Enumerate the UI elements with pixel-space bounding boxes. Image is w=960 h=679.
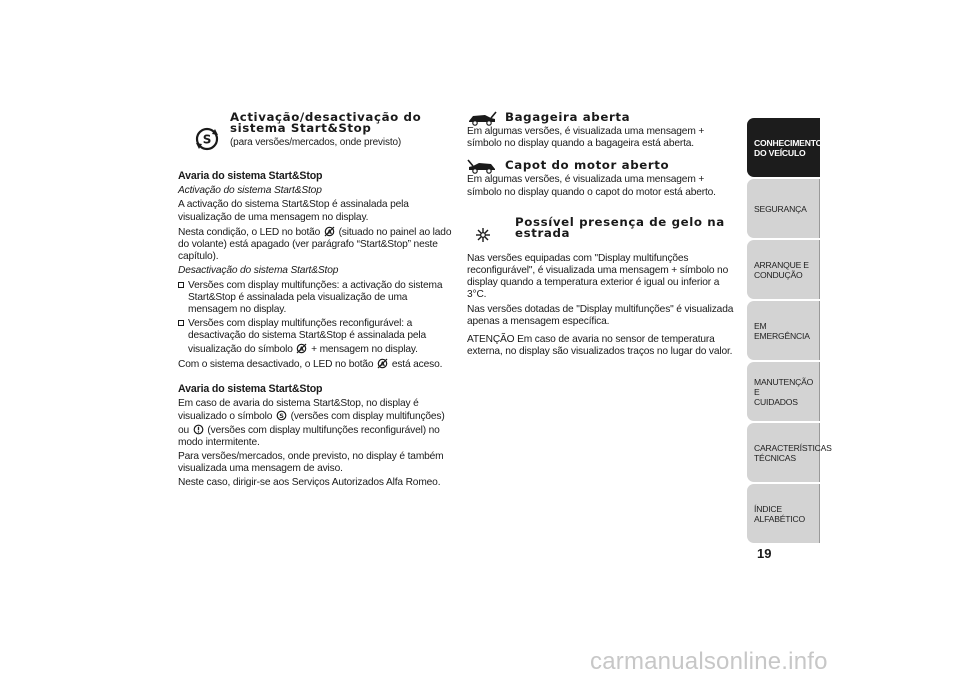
subheading-avaria-1: Avaria do sistema Start&Stop	[178, 170, 323, 182]
car-trunk-open-icon	[467, 110, 497, 126]
svg-text:A: A	[299, 345, 305, 353]
led-on-paragraph: Com o sistema desactivado, o LED no botão A está aceso.	[178, 358, 443, 370]
svg-text:A: A	[380, 360, 385, 368]
list-item: Versões com display multifunções: a activação do sistema Start&Stop é assinalada pela visualização de uma mensagem no display.	[178, 280, 453, 317]
ice-paragraph-1: Nas versões equipadas com "Display multifunções reconfigurável", é visualizada uma mensagem + símbolo no display quando a temperatura exterior é igual ou inferior a 3°C.	[467, 252, 729, 301]
watermark: carmanualsonline.info	[590, 648, 828, 675]
tab-seguranca[interactable]: SEGURANÇA	[747, 179, 820, 238]
page-number: 19	[757, 546, 772, 561]
attention-paragraph: ATENÇÃO Em caso de avaria no sensor de temperatura externa, no display são visualizados traços no lugar do valor.	[467, 334, 733, 358]
snowflake-icon	[475, 227, 491, 243]
deactivation-list	[178, 280, 453, 356]
hood-paragraph: Em algumas versões, é visualizada uma mensagem + símbolo no display quando o capot do motor está aberto.	[467, 174, 716, 198]
warning-circle-icon	[193, 424, 204, 435]
left-column	[178, 112, 453, 492]
middle-column	[467, 112, 737, 360]
ice-title: Possível presença de gelo na estrada	[515, 214, 725, 240]
trunk-paragraph: Em algumas versões, é visualizada uma mensagem + símbolo no display quando a bagageira está aberta.	[467, 126, 705, 150]
subheading-avaria-2: Avaria do sistema Start&Stop	[178, 383, 323, 396]
hood-heading	[467, 160, 737, 171]
ice-heading	[467, 214, 737, 240]
checkbox-bullet-icon	[178, 320, 184, 326]
start-stop-icon	[194, 126, 220, 152]
start-stop-subtitle: (para versões/mercados, onde previsto)	[230, 137, 402, 148]
start-stop-off-icon	[377, 358, 388, 369]
markets-paragraph: Para versões/mercados, onde previsto, no display é também visualizada uma mensagem de aviso.	[178, 451, 444, 475]
tab-caracteristicas[interactable]: CARACTERÍSTICAS TÉCNICAS	[747, 423, 820, 482]
start-stop-off-icon	[324, 226, 335, 237]
tab-arranque[interactable]: ARRANQUE E CONDUÇÃO	[747, 240, 820, 299]
service-paragraph: Neste caso, dirigir-se aos Serviços Autorizados Alfa Romeo.	[178, 477, 441, 489]
tab-conhecimento[interactable]: CONHECIMENTO DO VEÍCULO	[747, 118, 820, 177]
car-hood-open-icon	[467, 158, 497, 174]
checkbox-bullet-icon	[178, 282, 184, 288]
deactivation-label: Desactivação do sistema Start&Stop	[178, 265, 339, 277]
tab-emergencia[interactable]: EM EMERGÊNCIA	[747, 301, 820, 360]
svg-text:S: S	[279, 412, 284, 421]
list-item: Versões com display multifunções reconfigurável: a desactivação do sistema Start&Stop é assinalada pela visualização do símbolo A + mensagem no display.	[178, 318, 453, 356]
ice-paragraph-2: Nas versões dotadas de "Display multifunções" é visualizada apenas a mensagem específica.	[467, 303, 734, 327]
tab-indice[interactable]: ÍNDICE ALFABÉTICO	[747, 484, 820, 543]
trunk-heading	[467, 112, 737, 123]
svg-text:A: A	[327, 228, 332, 236]
activation-label: Activação do sistema Start&Stop	[178, 185, 322, 197]
start-stop-heading	[178, 112, 453, 164]
led-paragraph: Nesta condição, o LED no botão A (situado no painel ao lado do volante) está apagado (ver parágrafo “Start&Stop” neste capítulo).	[178, 226, 452, 263]
failure-paragraph: Em caso de avaria do sistema Start&Stop, no display é visualizado o símbolo S (versões com display multifunções) ou (versões com display multifunções reconfigurável) no modo intermitente.	[178, 398, 445, 448]
trunk-title: Bagageira aberta	[505, 110, 631, 124]
start-stop-off-icon	[296, 343, 307, 354]
hood-title: Capot do motor aberto	[505, 158, 670, 173]
svg-text:S: S	[202, 132, 212, 147]
activation-paragraph: A activação do sistema Start&Stop é assinalada pela visualização de uma mensagem no display.	[178, 199, 409, 223]
chapter-tabs	[747, 118, 832, 545]
start-stop-title: Activação/desactivação do sistema Start&Stop	[230, 110, 422, 135]
start-stop-icon	[276, 410, 287, 421]
tab-manutencao[interactable]: MANUTENÇÃO E CUIDADOS	[747, 362, 820, 421]
